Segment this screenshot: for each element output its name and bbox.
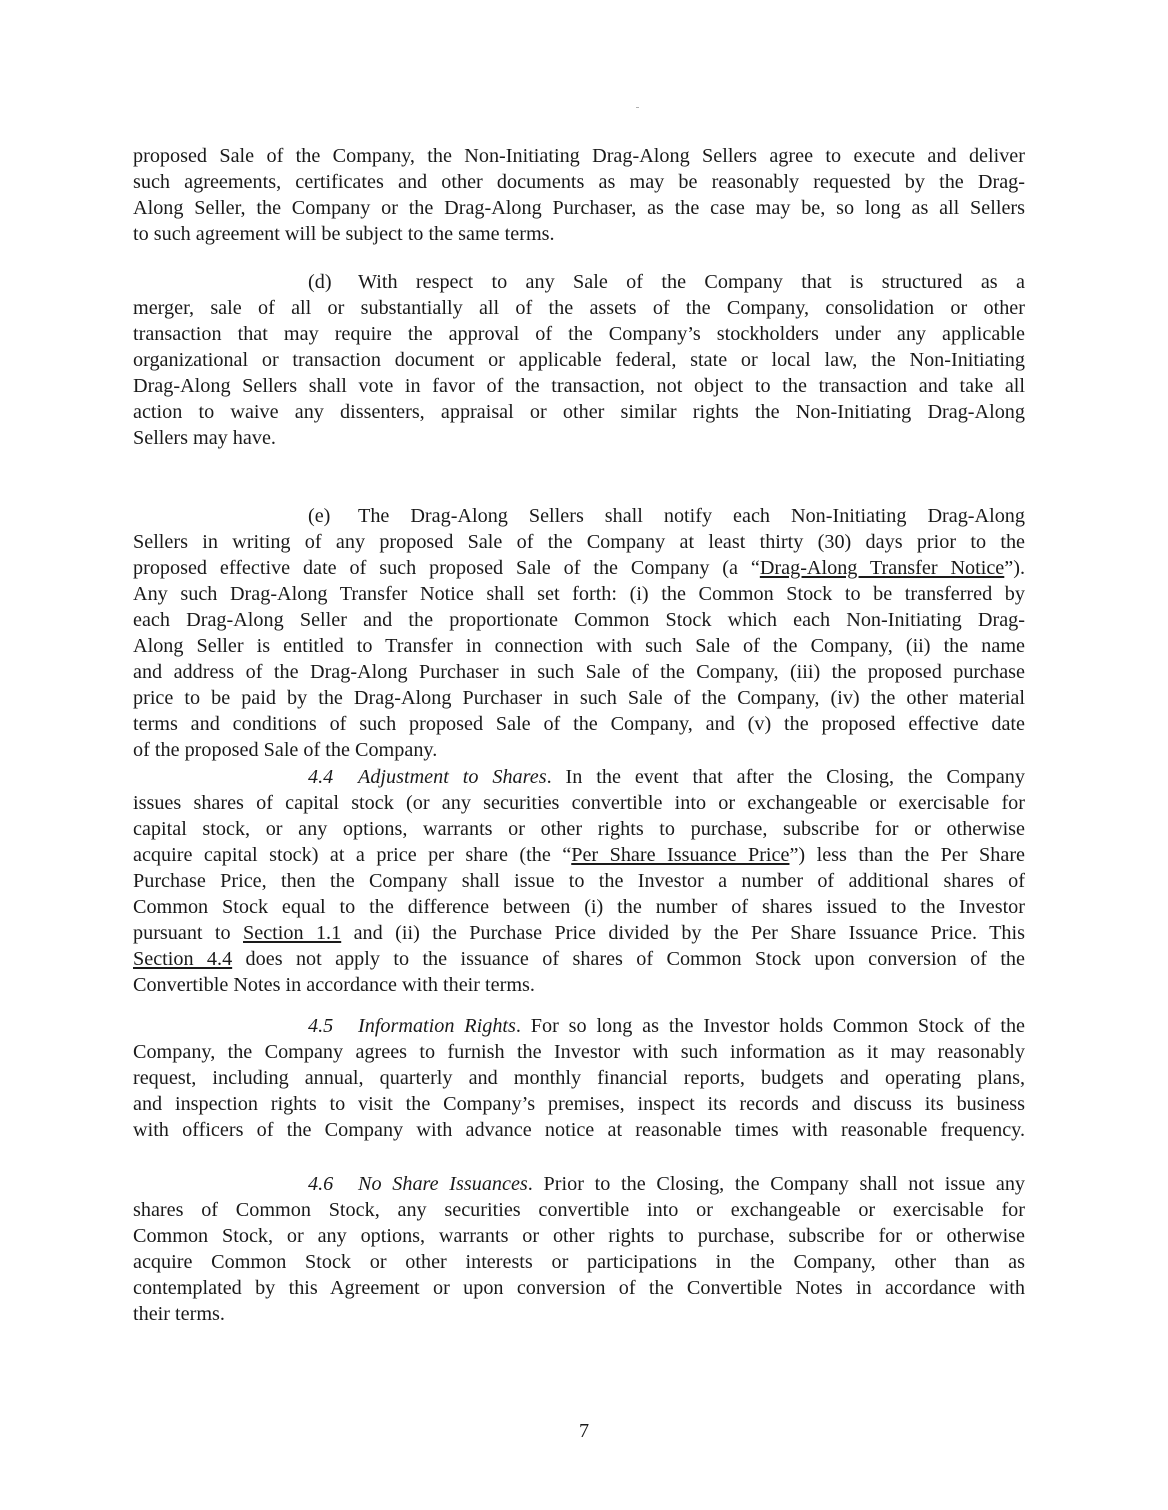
text-span: With respect to any Sale of the Company that is structured as a — [358, 271, 1025, 293]
text-span: . For so long as the Investor holds Common Stock of the — [515, 1015, 1026, 1037]
text-span: acquire capital stock) at a price per share (the “ — [133, 844, 572, 866]
defined-term-per-share-issuance-price: Per Share Issuance Price — [571, 844, 790, 866]
text-line: Convertible Notes in accordance with their terms. — [133, 974, 535, 996]
section-4-6 — [133, 1171, 1025, 1327]
text-line: to such agreement will be subject to the same terms. — [133, 223, 555, 245]
defined-term-drag-along-transfer-notice: Drag-Along Transfer Notice — [759, 557, 1005, 579]
text-line: such agreements, certificates and other documents as may be reasonably requested by the Drag- — [133, 171, 1025, 193]
cross-reference-section-4-4[interactable]: Section 4.4 — [133, 948, 233, 970]
text-line: with officers of the Company with advance notice at reasonable times with reasonable frequency. — [133, 1119, 1025, 1141]
text-span: proposed effective date of such proposed Sale of the Company (a “ — [133, 557, 760, 579]
text-span: . Prior to the Closing, the Company shall not issue any — [527, 1173, 1026, 1195]
text-line: Common Stock, or any options, warrants or other rights to purchase, subscribe for or otherwise — [133, 1225, 1025, 1247]
text-line: organizational or transaction document or applicable federal, state or local law, the Non-Initiating — [133, 349, 1025, 371]
section-heading: Information Rights — [358, 1015, 516, 1037]
section-number: 4.5 — [308, 1015, 334, 1037]
text-line: terms and conditions of such proposed Sale of the Company, and (v) the proposed effective date — [133, 713, 1025, 735]
text-line: issues shares of capital stock (or any securities convertible into or exchangeable or exercisable for — [133, 792, 1025, 814]
paragraph-drag-along-e — [133, 503, 1025, 763]
text-line: transaction that may require the approval of the Company’s stockholders under any applicable — [133, 323, 1025, 345]
text-line: Common Stock equal to the difference between (i) the number of shares issued to the Investor — [133, 896, 1025, 918]
text-line: proposed Sale of the Company, the Non-Initiating Drag-Along Sellers agree to execute and deliver — [133, 145, 1025, 167]
text-line: request, including annual, quarterly and monthly financial reports, budgets and operating plans, — [133, 1067, 1025, 1089]
section-heading-line — [133, 1013, 1025, 1039]
section-heading: No Share Issuances — [358, 1173, 528, 1195]
text-line: merger, sale of all or substantially all of the assets of the Company, consolidation or other — [133, 297, 1025, 319]
text-line: Company, the Company agrees to furnish the Investor with such information as it may reasonably — [133, 1041, 1025, 1063]
section-heading-line — [133, 764, 1025, 790]
text-line: action to waive any dissenters, appraisal or other similar rights the Non-Initiating Drag-Along — [133, 401, 1025, 423]
text-span: The Drag-Along Sellers shall notify each Non-Initiating Drag-Along — [358, 505, 1025, 527]
text-span: ”). — [1004, 557, 1026, 579]
section-number: 4.4 — [308, 766, 334, 788]
text-line: Drag-Along Sellers shall vote in favor of the transaction, not object to the transaction and take all — [133, 375, 1025, 397]
section-heading: Adjustment to Shares — [358, 766, 547, 788]
text-line: and address of the Drag-Along Purchaser in such Sale of the Company, (iii) the proposed purchase — [133, 661, 1025, 683]
section-4-4 — [133, 764, 1025, 998]
cross-reference-section-1-1[interactable]: Section 1.1 — [243, 922, 342, 944]
text-line: Any such Drag-Along Transfer Notice shall set forth: (i) the Common Stock to be transferred by — [133, 583, 1025, 605]
text-line: price to be paid by the Drag-Along Purchaser in such Sale of the Company, (iv) the other material — [133, 687, 1025, 709]
text-line: shares of Common Stock, any securities convertible into or exchangeable or exercisable for — [133, 1199, 1025, 1221]
scan-artifact — [636, 107, 639, 108]
page-number: 7 — [578, 1420, 590, 1442]
text-line: Sellers may have. — [133, 427, 276, 449]
text-line: Purchase Price, then the Company shall issue to the Investor a number of additional shares of — [133, 870, 1025, 892]
text-line — [133, 842, 1025, 868]
text-span: pursuant to — [133, 922, 244, 944]
text-line: each Drag-Along Seller and the proportionate Common Stock which each Non-Initiating Drag- — [133, 609, 1025, 631]
section-number: 4.6 — [308, 1173, 334, 1195]
text-span: does not apply to the issuance of shares of Common Stock upon conversion of the — [232, 948, 1025, 970]
paragraph-first-line — [133, 269, 1025, 295]
text-line — [133, 555, 1025, 581]
text-line — [133, 946, 1025, 972]
text-span: ”) less than the Per Share — [789, 844, 1026, 866]
text-line: capital stock, or any options, warrants or other rights to purchase, subscribe for or otherwise — [133, 818, 1025, 840]
section-4-5 — [133, 1013, 1025, 1143]
paragraph-drag-along-c-continued — [133, 143, 1025, 247]
text-line: and inspection rights to visit the Company’s premises, inspect its records and discuss its business — [133, 1093, 1025, 1115]
paragraph-drag-along-d — [133, 269, 1025, 451]
text-line: their terms. — [133, 1303, 225, 1325]
text-line — [133, 920, 1025, 946]
text-line: contemplated by this Agreement or upon conversion of the Convertible Notes in accordance with — [133, 1277, 1025, 1299]
text-span: . In the event that after the Closing, the Company — [546, 766, 1025, 788]
text-line: acquire Common Stock or other interests or participations in the Company, other than as — [133, 1251, 1025, 1273]
text-line: Sellers in writing of any proposed Sale of the Company at least thirty (30) days prior to the — [133, 531, 1025, 553]
text-line: of the proposed Sale of the Company. — [133, 739, 438, 761]
section-heading-line — [133, 1171, 1025, 1197]
subsection-number: (e) — [308, 505, 331, 527]
subsection-number: (d) — [308, 271, 332, 293]
text-span: and (ii) the Purchase Price divided by the Per Share Issuance Price. This — [341, 922, 1025, 944]
text-line: Along Seller is entitled to Transfer in connection with such Sale of the Company, (ii) the name — [133, 635, 1025, 657]
text-line: Along Seller, the Company or the Drag-Along Purchaser, as the case may be, so long as all Sellers — [133, 197, 1025, 219]
paragraph-first-line — [133, 503, 1025, 529]
